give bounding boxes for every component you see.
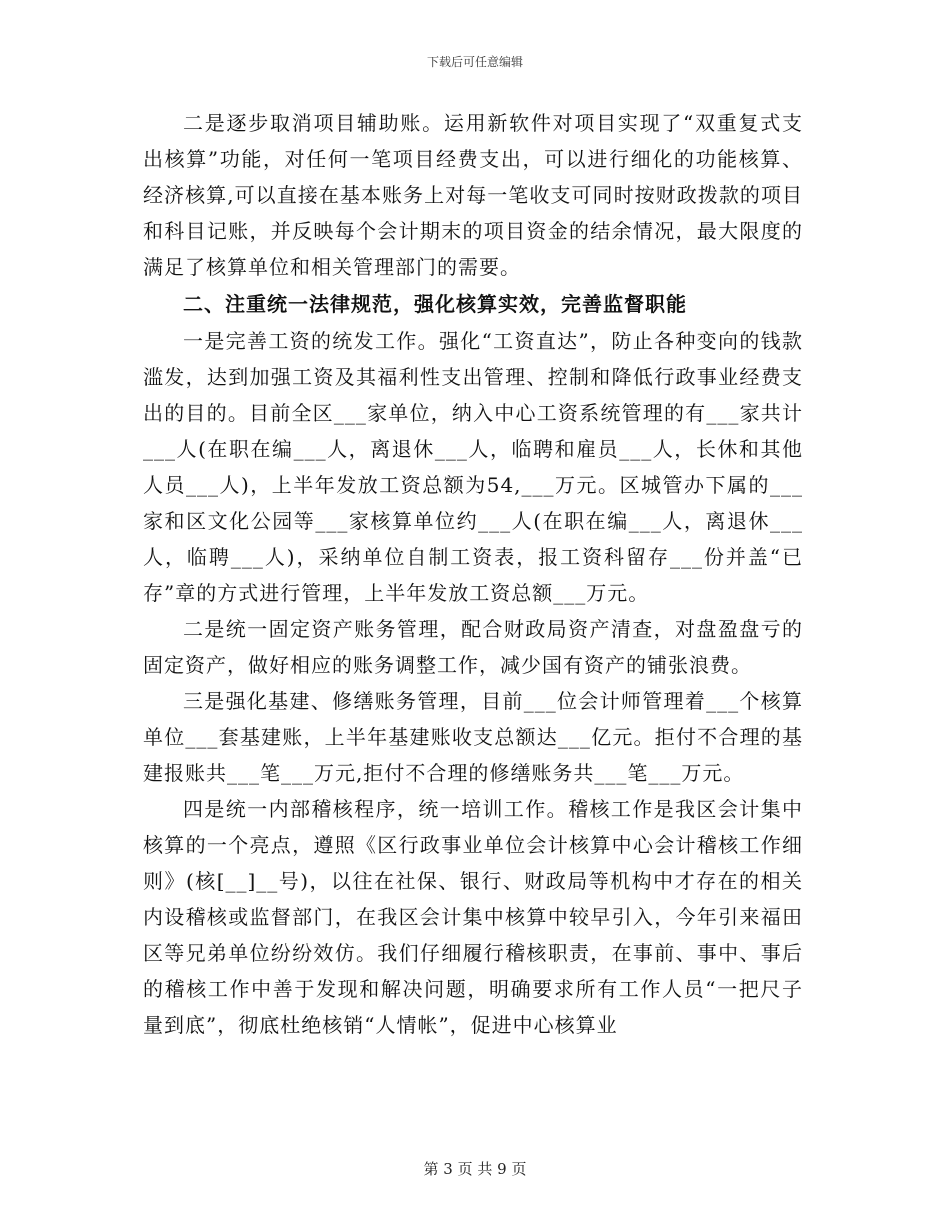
paragraph-fixed-assets: 二是统一固定资产账务管理，配合财政局资产清查，对盘盈盘亏的固定资产，做好相应的账务调整工作，减少国有资产的铺张浪费。	[143, 617, 803, 677]
paragraph-audit: 四是统一内部稽核程序，统一培训工作。稽核工作是我区会计集中核算的一个亮点，遵照《区行政事业单位会计核算中心会计稽核工作细则》(核[__]__号)，以往在社保、银行、财政局等机构中才存在的相关内设稽核或监督部门，在我区会计集中核算中较早引入，今年引来福田区等兄弟单位纷纷效仿。我们仔细履行稽核职责，在事前、事中、事后的稽核工作中善于发现和解决问题，明确要求所有工作人员“一把尺子量到底”，彻底杜绝核销“人情帐”，促进中心核算业	[143, 797, 803, 1037]
page-header-note: 下载后可任意编辑	[426, 55, 523, 69]
paragraph-payroll: 一是完善工资的统发工作。强化“工资直达”，防止各种变向的钱款滥发，达到加强工资及其福利性支出管理、控制和降低行政事业经费支出的目的。目前全区___家单位，纳入中心工资系统管理的有___家共计___人(在职在编___人，离退休___人，临聘和雇员___人，长休和其他人员___人)，上半年发放工资总额为54,___万元。区城管办下属的___家和区文化公园等___家核算单位约___人(在职在编___人，离退休___人，临聘___人)，采纳单位自制工资表，报工资科留存___份并盖“已存”章的方式进行管理，上半年发放工资总额___万元。	[143, 329, 803, 605]
paragraph-construction: 三是强化基建、修缮账务管理，目前___位会计师管理着___个核算单位___套基建账，上半年基建账收支总额达___亿元。拒付不合理的基建报账共___笔___万元,拒付不合理的修缮账务共___笔___万元。	[143, 689, 803, 785]
document-body	[143, 105, 803, 1043]
paragraph-project-ledger: 二是逐步取消项目辅助账。运用新软件对项目实现了“双重复式支出核算”功能，对任何一笔项目经费支出，可以进行细化的功能核算、经济核算,可以直接在基本账务上对每一笔收支可同时按财政拨款的项目和科目记账，并反映每个会计期末的项目资金的结余情况，最大限度的满足了核算单位和相关管理部门的需要。	[143, 111, 803, 279]
page-number: 第 3 页 共 9 页	[423, 1160, 527, 1178]
section-heading-2: 二、注重统一法律规范，强化核算实效，完善监督职能	[183, 292, 687, 316]
